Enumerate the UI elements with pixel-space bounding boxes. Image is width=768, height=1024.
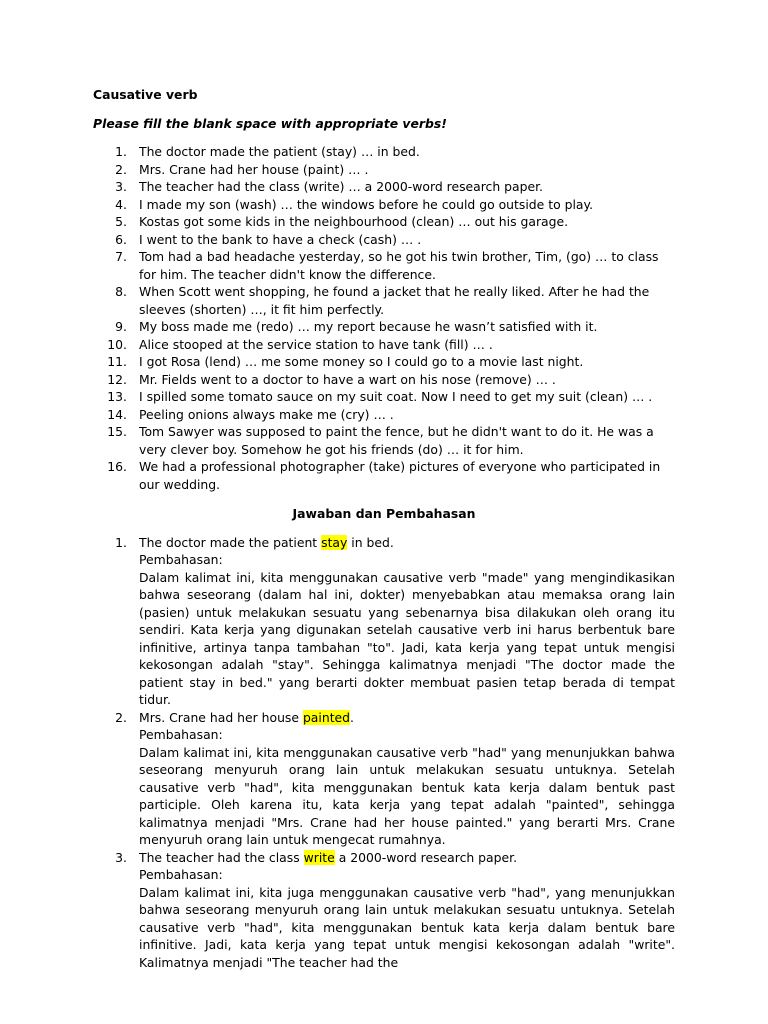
explanation-label: Pembahasan: xyxy=(139,727,223,742)
question-item xyxy=(93,231,675,249)
question-text: Tom had a bad headache yesterday, so he got his twin brother, Tim, (go) … to class for him. The teacher didn't know the difference. xyxy=(139,249,659,282)
question-text: Kostas got some kids in the neighbourhood (clean) … out his garage. xyxy=(139,214,569,229)
instruction: Please fill the blank space with appropriate verbs! xyxy=(93,115,447,131)
answer-sentence-start: Mrs. Crane had her house xyxy=(139,709,303,725)
question-item xyxy=(93,353,675,371)
question-item xyxy=(93,178,675,196)
question-item xyxy=(93,318,675,336)
question-text: The teacher had the class (write) … a 2000-word research paper. xyxy=(139,179,544,194)
question-text: The doctor made the patient (stay) … in bed. xyxy=(139,144,420,159)
question-number: 9. xyxy=(115,319,127,334)
question-item xyxy=(93,248,675,283)
answer-sentence-end: in bed. xyxy=(347,534,394,550)
question-number: 15. xyxy=(107,424,127,439)
question-item xyxy=(93,458,675,493)
question-list xyxy=(93,143,675,493)
question-number: 14. xyxy=(107,406,127,422)
question-text: Peeling onions always make me (cry) … . xyxy=(139,406,394,422)
answer-sentence xyxy=(139,849,675,867)
answer-number: 2. xyxy=(115,709,127,725)
answer-item xyxy=(93,709,675,849)
question-text: I made my son (wash) … the windows before he could go outside to play. xyxy=(139,196,594,212)
question-number: 3. xyxy=(115,179,127,194)
question-number: 13. xyxy=(107,389,127,404)
document-body xyxy=(93,86,675,971)
question-text: My boss made me (redo) … my report because he wasn’t satisfied with it. xyxy=(139,319,598,334)
answer-sentence xyxy=(139,534,675,552)
question-number: 5. xyxy=(115,214,127,229)
question-text: We had a professional photographer (take) pictures of everyone who participated in our wedding. xyxy=(139,459,661,492)
question-item xyxy=(93,371,675,389)
answer-item xyxy=(93,534,675,709)
question-item xyxy=(93,196,675,214)
answer-number: 3. xyxy=(115,849,127,865)
question-number: 16. xyxy=(107,459,127,474)
question-number: 6. xyxy=(115,231,127,247)
question-text: When Scott went shopping, he found a jacket that he really liked. After he had the sleeves (shorten) …, it fit him perfectly. xyxy=(139,284,650,317)
answer-list xyxy=(93,534,675,972)
explanation-text: Dalam kalimat ini, kita menggunakan causative verb "made" yang mengindikasikan bahwa seseorang (dalam hal ini, dokter) menyebabkan atau memaksa orang lain (pasien) untuk melakukan sesuatu yang sebenarnya bisa dilakukan oleh orang itu sendiri. Kata kerja yang digunakan setelah causative verb ini harus berbentuk bare infinitive, artinya tanpa tambahan "to". Jadi, kata kerja yang tepat untuk mengisi kekosongan adalah "stay". Sehingga kalimatnya menjadi "The doctor made the patient stay in bed." yang berarti dokter membuat pasien tetap berada di tempat tidur. xyxy=(139,569,675,707)
answer-sentence-end: a 2000-word research paper. xyxy=(334,849,518,865)
question-item xyxy=(93,388,675,406)
explanation-label: Pembahasan: xyxy=(139,552,223,567)
question-number: 7. xyxy=(115,249,127,264)
answer-sentence xyxy=(139,709,675,727)
highlighted-answer: painted xyxy=(302,709,351,725)
question-number: 10. xyxy=(107,336,127,352)
question-item xyxy=(93,406,675,424)
explanation-text: Dalam kalimat ini, kita juga menggunakan causative verb "had", yang menunjukkan bahwa seseorang menyuruh orang lain untuk melakukan sesuatu untuknya. Setelah causative verb "had", kita menggunakan bentuk kata kerja dalam bentuk bare infinitive. Jadi, kata kerja yang tepat untuk mengisi kekosongan adalah "write". Kalimatnya menjadi "The teacher had the xyxy=(139,884,675,970)
question-number: 1. xyxy=(115,144,127,159)
question-text: Mr. Fields went to a doctor to have a wart on his nose (remove) … . xyxy=(139,371,556,387)
question-item xyxy=(93,336,675,354)
question-item xyxy=(93,161,675,179)
explanation-text: Dalam kalimat ini, kita menggunakan causative verb "had" yang menunjukkan bahwa seseorang menyuruh orang lain untuk melakukan sesuatu untuknya. Setelah causative verb "had", kita menggunakan bentuk kata kerja dalam bentuk past participle. Oleh karena itu, kata kerja yang tepat adalah "painted", sehingga kalimatnya menjadi "Mrs. Crane had her house painted." yang berarti Mrs. Crane menyuruh orang lain untuk mengecat rumahnya. xyxy=(139,744,675,847)
answer-sentence-end: . xyxy=(350,709,354,725)
question-item xyxy=(93,213,675,231)
explanation-label: Pembahasan: xyxy=(139,867,223,882)
highlighted-answer: write xyxy=(303,849,335,865)
question-number: 8. xyxy=(115,284,127,299)
question-text: I got Rosa (lend) … me some money so I could go to a movie last night. xyxy=(139,354,584,369)
document-title: Causative verb xyxy=(93,87,198,102)
question-number: 2. xyxy=(115,161,127,177)
question-number: 12. xyxy=(107,371,127,387)
question-text: I went to the bank to have a check (cash) … . xyxy=(139,231,422,247)
highlighted-answer: stay xyxy=(321,534,348,550)
question-text: I spilled some tomato sauce on my suit coat. Now I need to get my suit (clean) … . xyxy=(139,389,653,404)
question-text: Alice stooped at the service station to have tank (fill) … . xyxy=(139,336,493,352)
answer-number: 1. xyxy=(115,534,127,550)
answer-sentence-start: The doctor made the patient xyxy=(139,534,322,550)
answer-sentence-start: The teacher had the class xyxy=(139,849,304,865)
question-text: Tom Sawyer was supposed to paint the fence, but he didn't want to do it. He was a very clever boy. Somehow he got his friends (do) … it for him. xyxy=(139,424,654,457)
question-number: 4. xyxy=(115,196,127,212)
question-number: 11. xyxy=(107,354,127,369)
question-item xyxy=(93,423,675,458)
answer-item xyxy=(93,849,675,972)
question-item xyxy=(93,283,675,318)
question-text: Mrs. Crane had her house (paint) … . xyxy=(139,161,369,177)
question-item xyxy=(93,143,675,161)
answers-heading: Jawaban dan Pembahasan xyxy=(292,506,476,521)
